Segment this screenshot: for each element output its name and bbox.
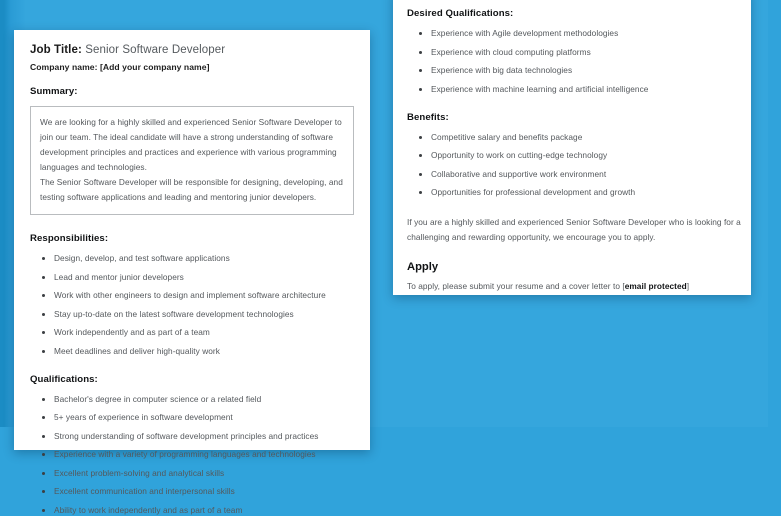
apply-instruction-line	[407, 280, 737, 292]
list-item: Opportunities for professional development and growth	[431, 187, 737, 198]
job-description-left-panel	[14, 30, 370, 515]
list-item: Work with other engineers to design and implement software architecture	[54, 290, 354, 301]
list-item: Experience with big data technologies	[431, 65, 737, 76]
responsibilities-heading: Responsibilities:	[30, 233, 109, 244]
qualifications-list	[30, 394, 354, 516]
responsibilities-list	[30, 253, 354, 357]
job-title-line	[30, 44, 354, 56]
closing-paragraph: If you are a highly skilled and experienced Senior Software Developer who is looking for a challenging and rewarding opportunity, we encourage you to apply.	[407, 217, 741, 242]
desired-qualifications-heading: Desired Qualifications:	[407, 8, 514, 19]
summary-paragraph-1: We are looking for a highly skilled and experienced Senior Software Developer to join our team. The ideal candidate will have a strong understanding of software development principles and practices and experience with various programming languages and technologies.	[40, 117, 342, 172]
list-item: Excellent problem-solving and analytical skills	[54, 468, 354, 479]
summary-heading: Summary:	[30, 86, 78, 97]
list-item: Design, develop, and test software applications	[54, 253, 354, 264]
apply-text-before: To apply, please submit your resume and a cover letter to [	[407, 281, 625, 291]
list-item: Lead and mentor junior developers	[54, 272, 354, 283]
list-item: Experience with Agile development methodologies	[431, 28, 737, 39]
list-item: Strong understanding of software development principles and practices	[54, 431, 354, 442]
list-item: Experience with machine learning and artificial intelligence	[431, 84, 737, 95]
desired-qualifications-list	[407, 28, 737, 95]
list-item: Work independently and as part of a team	[54, 327, 354, 338]
list-item: Stay up-to-date on the latest software development technologies	[54, 309, 354, 320]
list-item: Meet deadlines and deliver high-quality work	[54, 346, 354, 357]
list-item: Collaborative and supportive work environment	[431, 169, 737, 180]
job-title-value: Senior Software Developer	[85, 44, 226, 56]
apply-heading: Apply	[407, 261, 439, 273]
benefits-heading: Benefits:	[407, 111, 449, 123]
list-item: Competitive salary and benefits package	[431, 132, 737, 143]
list-item: Opportunity to work on cutting-edge technology	[431, 150, 737, 161]
benefits-list	[407, 132, 737, 199]
summary-paragraph-2: The Senior Software Developer will be responsible for designing, developing, and testing software applications and leading and mentoring junior developers.	[40, 177, 343, 202]
list-item: Experience with cloud computing platforms	[431, 47, 737, 58]
list-item: Experience with a variety of programming languages and technologies	[54, 449, 354, 460]
list-item: Excellent communication and interpersonal skills	[54, 486, 354, 497]
job-description-right-panel	[393, 0, 751, 295]
job-title-label: Job Title:	[30, 44, 82, 56]
apply-text-after: ]	[686, 281, 690, 291]
qualifications-heading: Qualifications:	[30, 373, 98, 385]
company-name-line: Company name: [Add your company name]	[30, 62, 210, 72]
summary-box	[30, 106, 354, 215]
list-item: Ability to work independently and as part of a team	[54, 505, 354, 516]
email-protected-token: email protected	[624, 281, 687, 291]
list-item: Bachelor's degree in computer science or a related field	[54, 394, 354, 405]
list-item: 5+ years of experience in software development	[54, 412, 354, 423]
